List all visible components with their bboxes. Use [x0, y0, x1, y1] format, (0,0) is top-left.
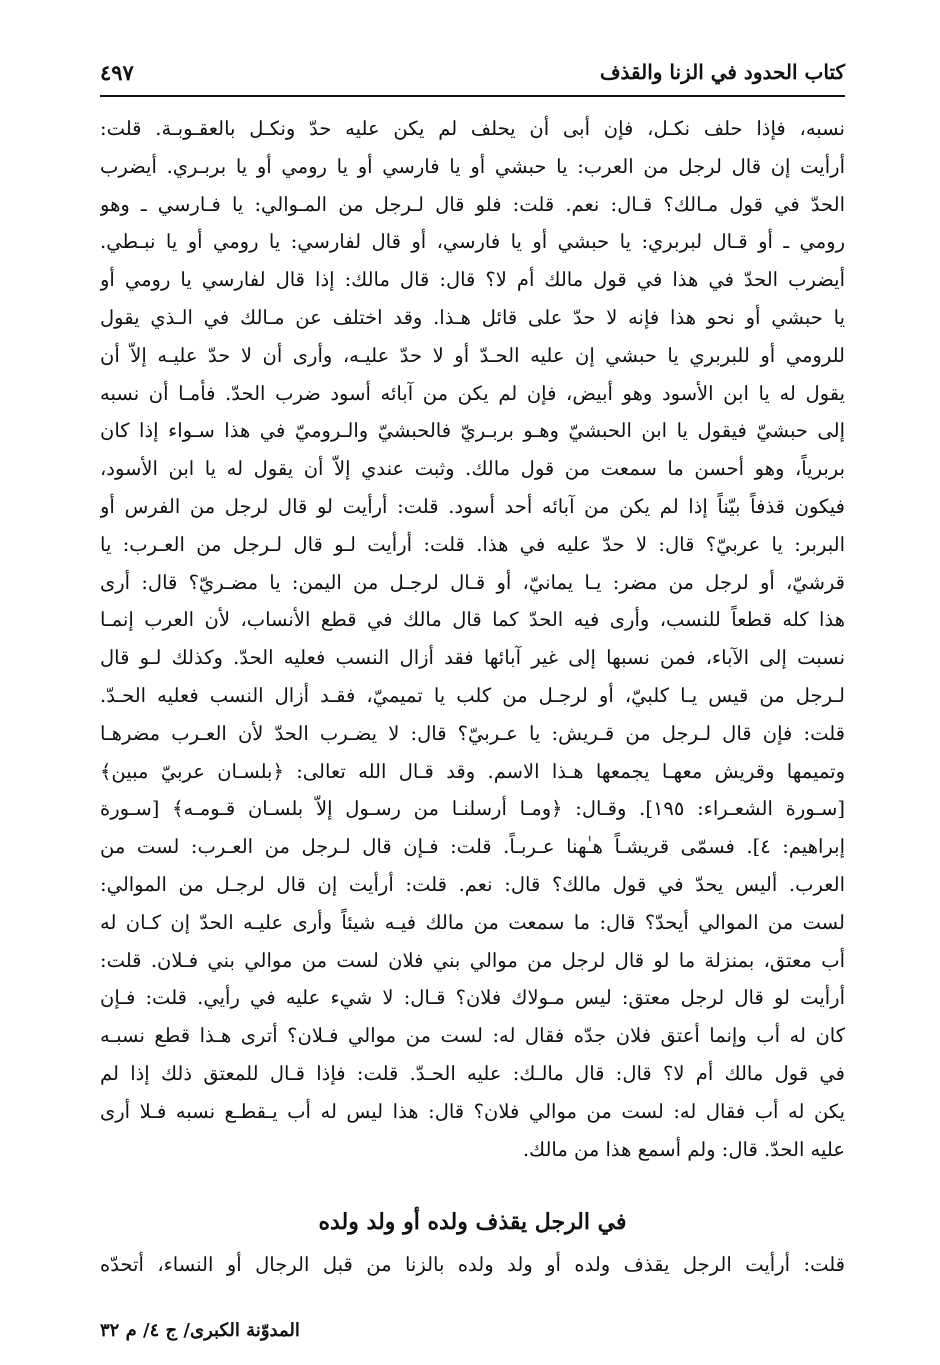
text-line: بربرياً، وهو أحسن ما سمعت من قول مالك. وثبت عندي إلاّ أن يقول له يا ابن الأسود،	[100, 457, 845, 481]
text-line: قلت: أرأيت الرجل يقذف ولده أو ولد ولده بالزنا من قبل الرجال أو النساء، أتحدّه	[100, 1253, 845, 1276]
text-line: البربر: يا عربيّ؟ قال: لا حدّ عليه في هذا. قلت: أرأيت لـو قال لـرجل من العـرب: يا	[100, 532, 845, 556]
text-line: إلى حبشيّ فيقول يا ابن الحبشيّ وهـو بربـريّ فالحبشيّ والـروميّ في هذا سـواء إذا كان	[100, 419, 845, 443]
text-line: أب معتق، بمنزلة ما لو قال لرجل من موالي بني فلان لست من موالي بني فـلان. قلت:	[100, 948, 845, 972]
text-line: أرأيت إن قال لرجل من العرب: يا حبشي أو يا فارسي أو يا رومي أو يا بربـري. أيضرب	[100, 154, 845, 178]
footer-signature: المدوّنة الكبرى/ ج ٤/ م ٣٢	[100, 1320, 300, 1341]
text-line: رومي ـ أو قـال لبربري: يا حبشي أو يا فارسي، أو قال لفارسي: يا رومي أو يا نبـطي.	[100, 230, 845, 254]
text-line: يقول له يا ابن الأسود وهو أبيض، فإن لم يكن من آبائه أسود ضرب الحدّ. فأمـا أن نسبه	[100, 381, 845, 405]
text-line: [سـورة الشعـراء: ١٩٥]. وقـال: ﴿ومـا أرسلنـا من رسـول إلاّ بلسـان قـومـه﴾ [سـورة	[100, 797, 845, 821]
body-text	[100, 110, 845, 1168]
text-line: نسبه، فإذا حلف نكـل، فإن أبى أن يحلف لم يكن عليه حدّ ونكـل بالعقـوبـة. قلت:	[100, 117, 845, 140]
text-line: عليه الحدّ. قال: ولم أسمع هذا من مالك.	[522, 1137, 845, 1161]
text-line: وتميمها وقريش معهـا يجمعها هـذا الاسم. وقد قـال الله تعالى: ﴿بلسـان عربيّ مبين﴾	[100, 759, 845, 783]
text-line: يا حبشي أو نحو هذا فإنه لا حدّ على قائل هـذا. وقد اختلف عن مـالك في الـذي يقول	[100, 305, 845, 329]
text-line: هذا كله قطعاً للنسب، وأرى فيه الحدّ كما قال مالك في قطع الأنساب، لأن العرب إنمـا	[100, 608, 845, 632]
text-line: قلت: فإن قال لـرجل من قـريش: يا عـربيّ؟ قال: لا يضـرب الحدّ لأن العـرب مضرهـا	[100, 721, 845, 745]
text-line: لست من الموالي أيحدّ؟ قال: ما سمعت من مالك فيـه شيئاً وأرى عليـه الحدّ إن كـان له	[100, 910, 845, 934]
text-line: في قول مالك أم لا؟ قال: قال مالـك: عليه الحـدّ. قلت: فإذا قـال للمعتق ذلك إذا لم	[100, 1061, 845, 1085]
text-line: قرشيّ، أو لرجل من مضر: يـا يمانيّ، أو قـال لرجـل من اليمن: يا مضـريّ؟ قال: أرى	[100, 570, 845, 594]
header-rule	[100, 95, 845, 97]
text-line: لـرجل من قيس يـا كلبيّ، أو لرجـل من كلب يا تميميّ، فقـد أزال النسب فعليه الحـدّ.	[100, 683, 845, 707]
text-line: أرأيت لو قال لرجل معتق: ليس مـولاك فلان؟ قـال: لا شيء عليه في رأيي. قلت: فـإن	[100, 986, 845, 1010]
text-line: الحدّ في قول مـالك؟ قـال: نعم. قلت: فلو قال لـرجل من المـوالي: يا فـارسي ـ وهو	[100, 192, 845, 216]
running-header	[100, 56, 845, 96]
text-line: فيكون قذفاً بيّناً إذا لم يكن من آبائه أحد أسود. قلت: أرأيت لو قال لرجل من الفرس أو	[100, 494, 845, 518]
text-line: أيضرب الحدّ في هذا في قول مالك أم لا؟ قال: قال مالك: إذا قال لفارسي يا رومي أو	[100, 268, 845, 292]
text-line: إبراهيم: ٤]. فسمّى قريشـاً هـٰهنا عـربـاً. قلت: فـإن قال لـرجل من العـرب: لست من	[100, 835, 845, 859]
header-title: كتاب الحدود في الزنا والقذف	[599, 60, 845, 84]
text-line: للرومي أو للبربري يا حبشي إن عليه الحـدّ أو لا حدّ عليـه، وأرى أن لا حدّ عليـه إلاّ أن	[100, 343, 845, 367]
text-line: نسبت إلى الآباء، فمن نسبها إلى غير آبائها فقد أزال النسب فعليه الحدّ. وكذلك لـو قال	[100, 646, 845, 670]
page-number: ٤٩٧	[100, 60, 134, 85]
text-line: يكن له أب فقال له: لست من موالي فلان؟ قال: هذا ليس له أب يـقطـع نسبه فـلا أرى	[100, 1099, 845, 1123]
text-line: العرب. أليس يحدّ في قول مالك؟ قال: نعم. قلت: أرأيت إن قال لرجـل من الموالي:	[100, 872, 845, 896]
section-heading: في الرجل يقذف ولده أو ولد ولده	[318, 1209, 627, 1235]
section-text	[100, 1246, 845, 1284]
text-line: كان له أب وإنما أعتق فلان جدّه فقال له: لست من موالي فـلان؟ أترى هـذا قطع نسبـه	[100, 1024, 845, 1048]
